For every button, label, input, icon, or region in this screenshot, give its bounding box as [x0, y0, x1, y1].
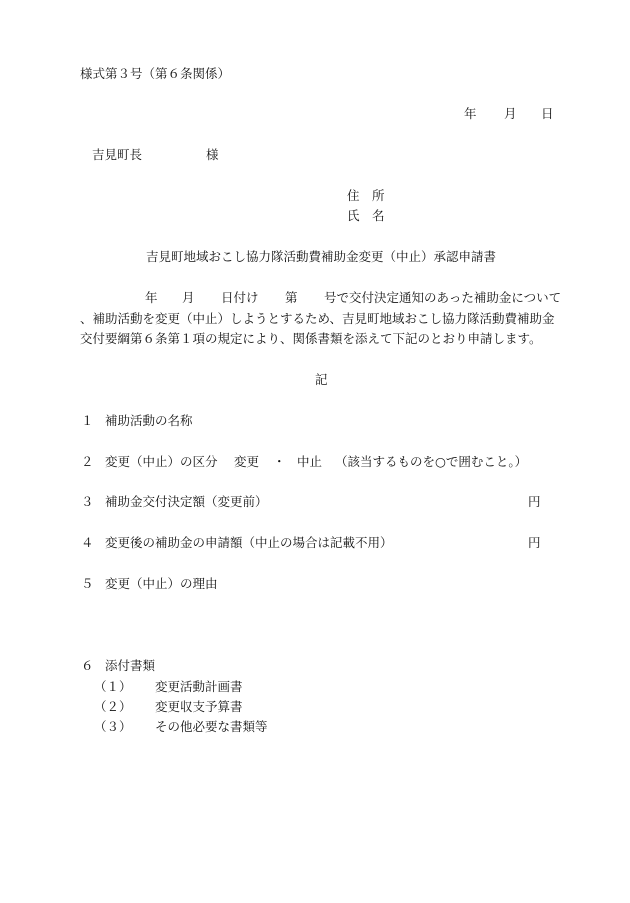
applicant-address-label: 住 所 — [347, 188, 385, 203]
ki-heading: 記 — [315, 372, 328, 387]
item-number: ２ — [81, 454, 94, 469]
item-label: 補助活動の名称 — [105, 413, 193, 428]
body-line2: 、補助活動を変更（中止）しようとするため、吉見町地域おこし協力隊活動費補助金 — [80, 311, 555, 326]
item-label: 補助金交付決定額（変更前） — [105, 494, 268, 509]
attachment-number: （３） — [94, 719, 132, 734]
body-line1-rest: 号で交付決定通知のあった補助金について — [324, 290, 562, 305]
addressee-honorific: 様 — [206, 147, 219, 162]
date-day-label: 日 — [541, 106, 554, 121]
item-label: 変更（中止）の区分 — [105, 454, 218, 469]
attachment-label: 変更収支予算書 — [155, 699, 243, 714]
item-number: １ — [81, 413, 94, 428]
item-number: ４ — [81, 535, 94, 550]
date-month-label: 月 — [504, 106, 517, 121]
item-unit: 円 — [528, 494, 541, 509]
item-number: ３ — [81, 494, 94, 509]
body-month-label: 月 — [182, 290, 195, 305]
item-note: （該当するものを○で囲むこと。） — [335, 454, 528, 469]
option-cancel: 中止 — [297, 454, 323, 469]
addressee-name: 吉見町長 — [92, 147, 143, 162]
option-separator: ・ — [273, 454, 286, 469]
attachment-label: その他必要な書類等 — [155, 719, 268, 734]
option-change: 変更 — [234, 454, 260, 469]
applicant-name-label: 氏 名 — [347, 208, 385, 223]
item-number: ６ — [81, 658, 94, 673]
item-label: 変更後の補助金の申請額（中止の場合は記載不用） — [105, 535, 393, 550]
body-dated-label: 日付け — [221, 290, 259, 305]
attachment-label: 変更活動計画書 — [155, 679, 243, 694]
item-label: 変更（中止）の理由 — [105, 576, 218, 591]
attachment-number: （１） — [94, 679, 132, 694]
body-line3: 交付要綱第６条第１項の規定により、関係書類を添えて下記のとおり申請します。 — [80, 331, 542, 346]
document-title: 吉見町地域おこし協力隊活動費補助金変更（中止）承認申請書 — [146, 249, 497, 264]
body-year-label: 年 — [145, 290, 158, 305]
date-year-label: 年 — [464, 106, 477, 121]
body-no-prefix: 第 — [285, 290, 298, 305]
attachment-number: （２） — [94, 699, 132, 714]
item-number: ５ — [81, 576, 94, 591]
item-unit: 円 — [528, 535, 541, 550]
form-number: 様式第３号（第６条関係） — [80, 66, 231, 81]
item-label: 添付書類 — [105, 658, 156, 673]
